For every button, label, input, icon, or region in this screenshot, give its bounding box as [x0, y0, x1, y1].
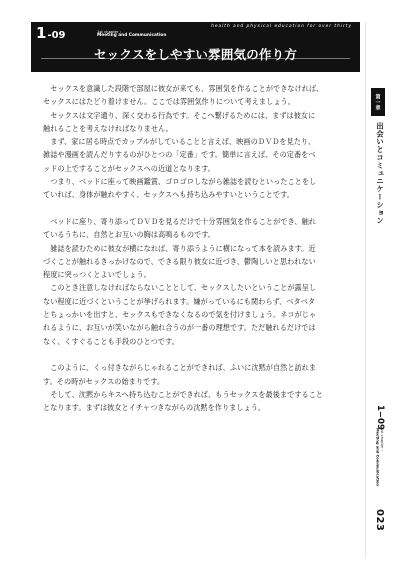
text-line: なく、くすぐることも手段のひとつです。	[43, 336, 179, 346]
text-line: このとき注意しなければならないこととして、セックスしたいということが露呈し	[43, 283, 317, 293]
page-number: 023	[374, 509, 385, 532]
chapter-sub-number: -09	[47, 30, 66, 41]
text-line: 雑誌を読むために彼女が横になれば、寄り添うように横になって本を読みます。近	[43, 243, 316, 253]
side-chapter-caption	[370, 428, 384, 486]
chapter-tab: 第一章	[371, 88, 385, 116]
side-divider	[365, 22, 366, 558]
text-line: となります。まずは彼女とイチャつきながらの沈黙を作りましょう。	[43, 403, 266, 413]
text-line: す。その時がセックスの始まりです。	[43, 376, 165, 386]
chapter-header	[31, 22, 360, 72]
chapter-number: 1	[36, 24, 47, 42]
text-line: 程度に突っつくとよいでしょう。	[43, 270, 151, 280]
text-line: ていれば、身体が触れやすく、セックスへも持ち込みやすいということです。	[43, 190, 294, 200]
side-chapter-title: 出会いとコミュニケーション	[376, 122, 385, 225]
body-text	[43, 82, 353, 414]
page-title: セックスをしやすい雰囲気の作り方	[93, 47, 298, 62]
text-line: セックスにはたどり着けません。ここでは雰囲気作りについて考えましょう。	[43, 97, 295, 107]
text-line: セックスは文字通り、深く交わる行為です。そこへ繋げるためには、まずは彼女に	[43, 110, 316, 120]
chapter-label: 1st chapter :	[97, 29, 122, 34]
text-line: れるように、お互いが笑いながら触れ合うのが一番の理想です。ただ触れるだけでは	[43, 323, 316, 333]
text-line: ッドの上ですることがセックスへの近道となります。	[43, 163, 215, 173]
text-line: 触れることを考えなければなりません。	[43, 123, 173, 133]
chapter-caption	[97, 30, 166, 38]
text-line: つまり、ベッドに座って映画鑑賞、ゴロゴロしながら雑誌を読むといったことをし	[43, 177, 317, 187]
paragraph-gap	[43, 202, 353, 215]
header-subtitle: health and physical education for over thirty	[211, 24, 352, 29]
section-number	[36, 26, 66, 43]
text-line: まず、家に居る時点でカップルがしていることと言えば、映画のＤＶＤを見たり、	[43, 137, 316, 147]
text-line: セックスを意識した段階で部屋に彼女が来ても、雰囲気を作ることができなければ、	[43, 84, 324, 93]
text-line: とちょっかいを出すと、セックスもできなくなるので気を付けましょう。ネコがじゃ	[43, 310, 317, 320]
text-line: ているうちに、自然とお互いの胸は高鳴るものです。	[43, 230, 216, 240]
side-chapter-label: 1st chapter :	[380, 428, 384, 451]
text-line: そして、沈黙からキスへ持ち込むことができれば、もうセックスを最後まですること	[43, 389, 324, 399]
text-line: 雑誌や漫画を読んだりするのがひとつの「定番」です。簡単に言えば、その定番をベ	[43, 150, 316, 160]
side-chapter-name: Meeting and Communication	[375, 428, 380, 487]
chapter-name: Meeting and Communication	[97, 33, 167, 39]
text-line: づくことが触れるきっかけなので、できる限り彼女に近づき、鬱陶しいと思われない	[43, 256, 316, 266]
text-line: ない程度に近づくということが挙げられます。嫌がっているにも関わらず、ベタベタ	[43, 296, 316, 306]
text-line: ベッドに座り、寄り添ってＤＶＤを見るだけで十分雰囲気を作ることができ、触れ	[43, 216, 316, 226]
side-section-number: 1−09	[375, 405, 385, 430]
text-line: このように、くっ付きながらじゃれることができれば、ふいに沈黙が自然と訪れま	[43, 363, 317, 373]
paragraph-gap	[43, 348, 353, 361]
